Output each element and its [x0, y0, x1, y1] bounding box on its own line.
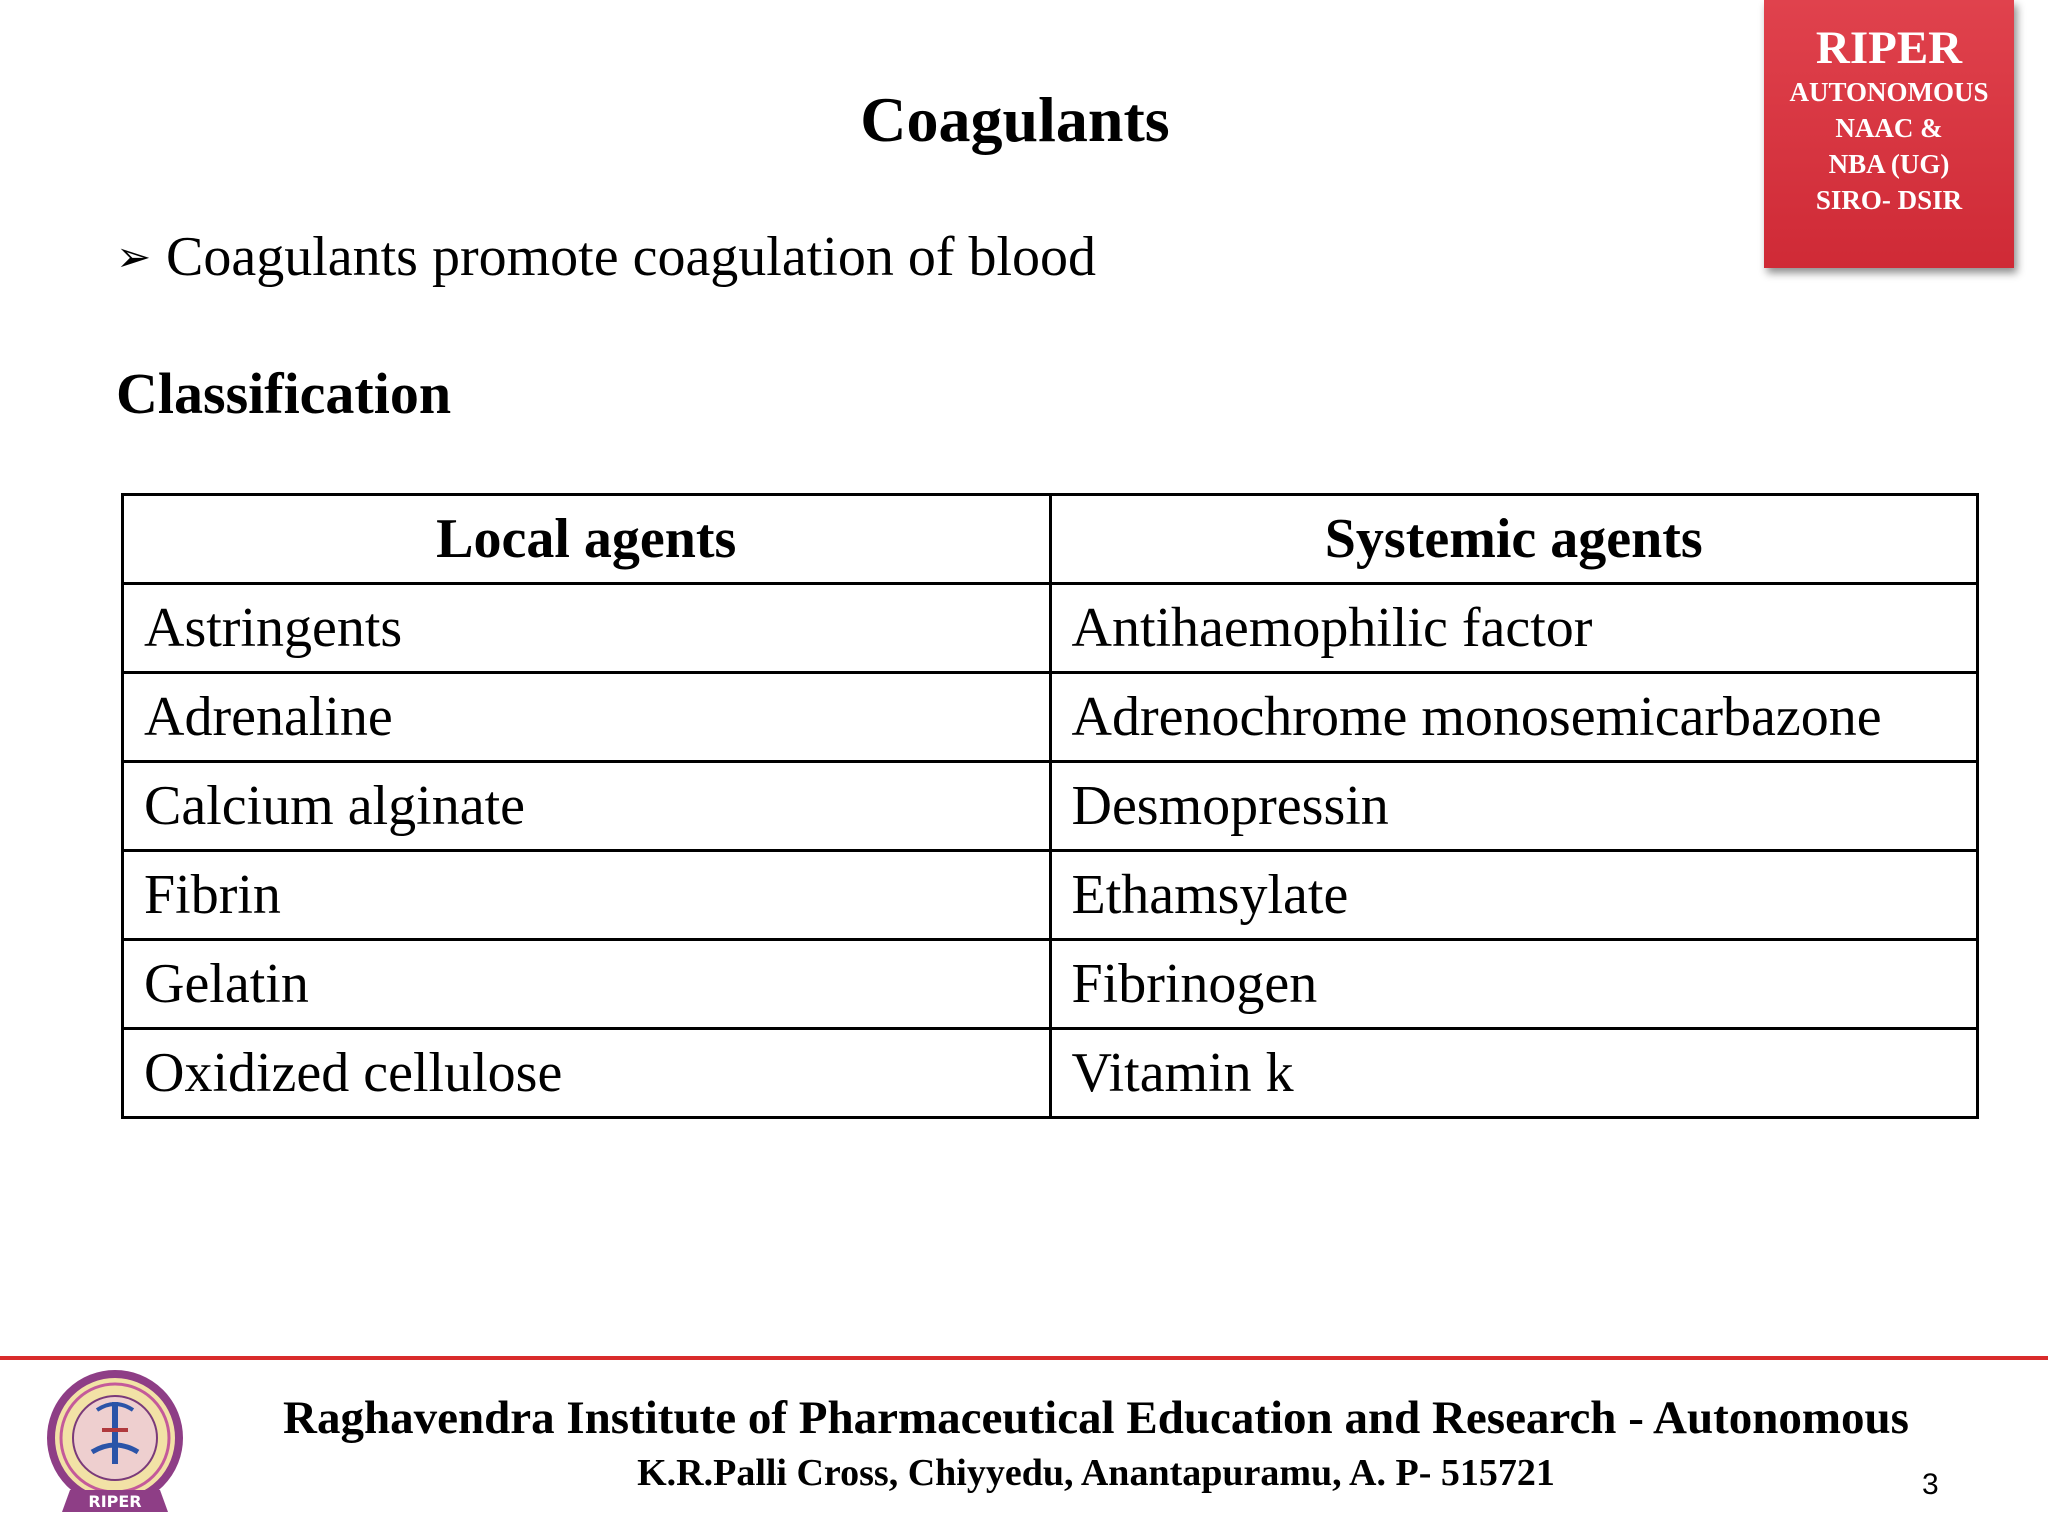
- badge-line-naac: NAAC &: [1835, 113, 1943, 143]
- badge-line-nba: NBA (UG): [1828, 149, 1950, 179]
- institute-address: K.R.Palli Cross, Chiyyedu, Anantapuramu, A. P- 515721: [637, 1452, 1555, 1494]
- systemic-agent-cell: Desmopressin: [1050, 762, 1978, 851]
- table-row: [123, 1029, 1978, 1118]
- footer-divider: [0, 1356, 2048, 1360]
- systemic-agent-cell: Ethamsylate: [1050, 851, 1978, 940]
- local-agent-cell: Oxidized cellulose: [123, 1029, 1051, 1118]
- badge-line-siro: SIRO- DSIR: [1815, 185, 1963, 215]
- local-agent-cell: Gelatin: [123, 940, 1051, 1029]
- table-row: [123, 851, 1978, 940]
- local-agent-cell: Astringents: [123, 584, 1051, 673]
- local-agent-cell: Adrenaline: [123, 673, 1051, 762]
- systemic-agent-cell: Vitamin k: [1050, 1029, 1978, 1118]
- institute-logo-icon: [40, 1368, 190, 1526]
- badge-line-autonomous: AUTONOMOUS: [1789, 77, 1989, 107]
- table-header-row: [123, 495, 1978, 584]
- arrow-bullet-icon: ➢: [116, 232, 152, 281]
- badge-title: RIPER: [1815, 22, 1963, 74]
- systemic-agent-cell: Fibrinogen: [1050, 940, 1978, 1029]
- header-systemic-agents: Systemic agents: [1050, 495, 1978, 584]
- systemic-agent-cell: Antihaemophilic factor: [1050, 584, 1978, 673]
- slide-title: Coagulants: [860, 84, 1170, 155]
- table-row: [123, 673, 1978, 762]
- local-agent-cell: Calcium alginate: [123, 762, 1051, 851]
- systemic-agent-cell: Adrenochrome monosemicarbazone: [1050, 673, 1978, 762]
- page-number: 3: [1922, 1468, 1939, 1501]
- header-local-agents: Local agents: [123, 495, 1051, 584]
- classification-heading: Classification: [116, 361, 452, 426]
- institute-name: Raghavendra Institute of Pharmaceutical Education and Research - Autonomous: [283, 1392, 1909, 1444]
- logo-text: RIPER: [88, 1492, 142, 1511]
- classification-table: [121, 493, 1979, 1119]
- bullet-text: Coagulants promote coagulation of blood: [166, 226, 1097, 288]
- table-row: [123, 762, 1978, 851]
- local-agent-cell: Fibrin: [123, 851, 1051, 940]
- table-row: [123, 940, 1978, 1029]
- bullet-point: [116, 222, 1096, 292]
- table-row: [123, 584, 1978, 673]
